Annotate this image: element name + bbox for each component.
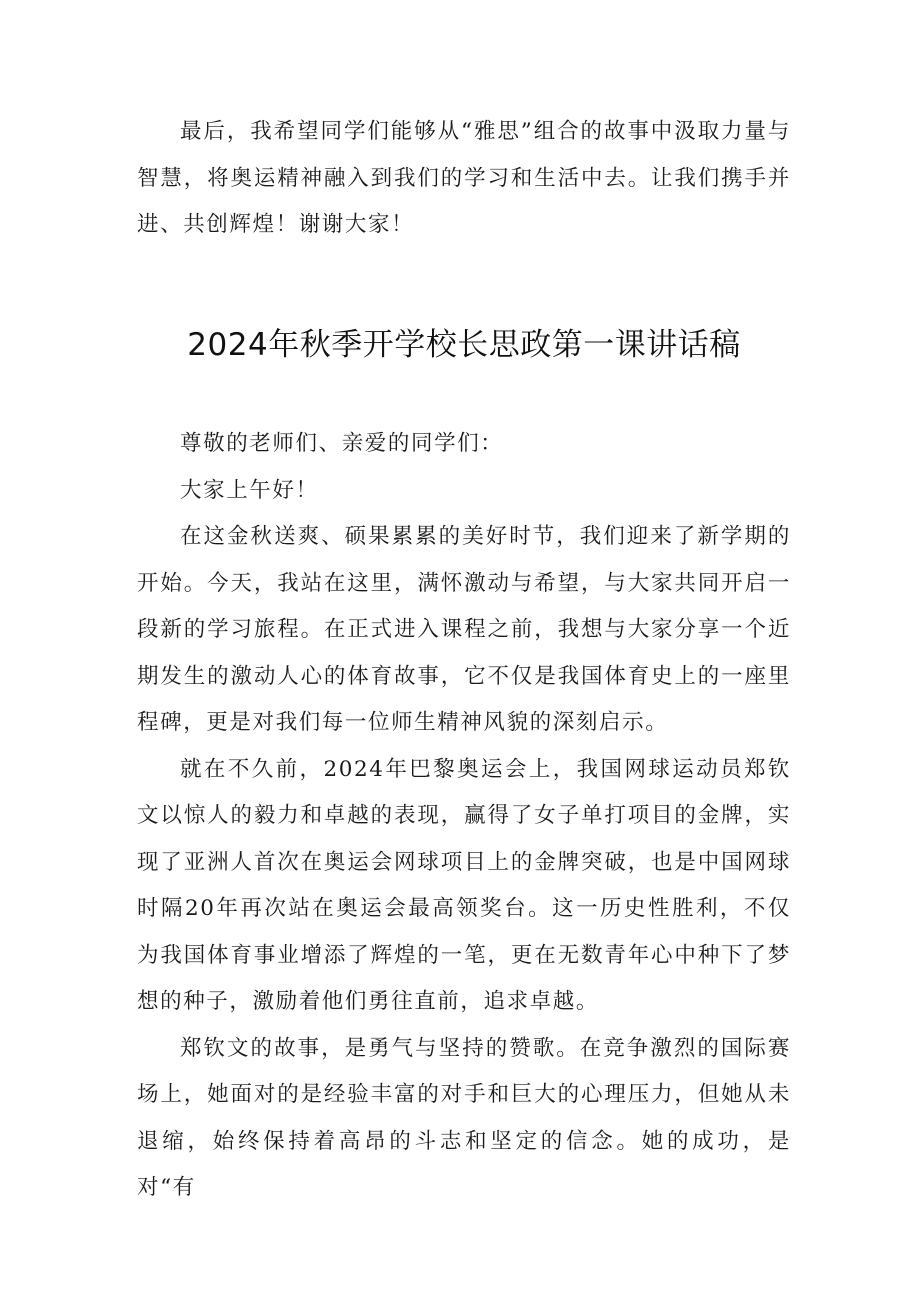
speech-title: 2024年秋季开学校长思政第一课讲话稿 — [187, 327, 741, 363]
body-paragraph: 在这金秋送爽、硕果累累的美好时节，我们迎来了新学期的开始。今天，我站在这里，满怀激动与希望，与大家共同开启一段新的学习旅程。在正式进入课程之前，我想与大家分享一个近期发生的激动人心的体育故事，它不仅是我国体育史上的一座里程碑，更是对我们每一位师生精神风貌的深刻启示。 — [137, 524, 791, 735]
greeting: 大家上午好！ — [180, 477, 319, 503]
salutation: 尊敬的老师们、亲爱的同学们： — [180, 431, 504, 456]
closing-paragraph: 最后，我希望同学们能够从“雅思”组合的故事中汲取力量与智慧，将奥运精神融入到我们的学习和生活中去。让我们携手并进、共创辉煌！谢谢大家！ — [137, 119, 791, 237]
previous-speech-ending — [137, 109, 791, 249]
body-paragraph: 郑钦文的故事，是勇气与坚持的赞歌。在竞争激烈的国际赛场上，她面对的是经验丰富的对手和巨大的心理压力，但她从未退缩，始终保持着高昂的斗志和坚定的信念。她的成功，是对“有 — [137, 1035, 791, 1200]
body-paragraph: 就在不久前，2024年巴黎奥运会上，我国网球运动员郑钦文以惊人的毅力和卓越的表现，赢得了女子单打项目的金牌，实现了亚洲人首次在奥运会网球项目上的金牌突破，也是中国网球时隔20年再次站在奥运会最高领奖台。这一历史性胜利，不仅为我国体育事业增添了辉煌的一笔，更在无数青年心中种下了梦想的种子，激励着他们勇往直前，追求卓越。 — [137, 756, 791, 1014]
speech-body — [137, 421, 791, 1212]
